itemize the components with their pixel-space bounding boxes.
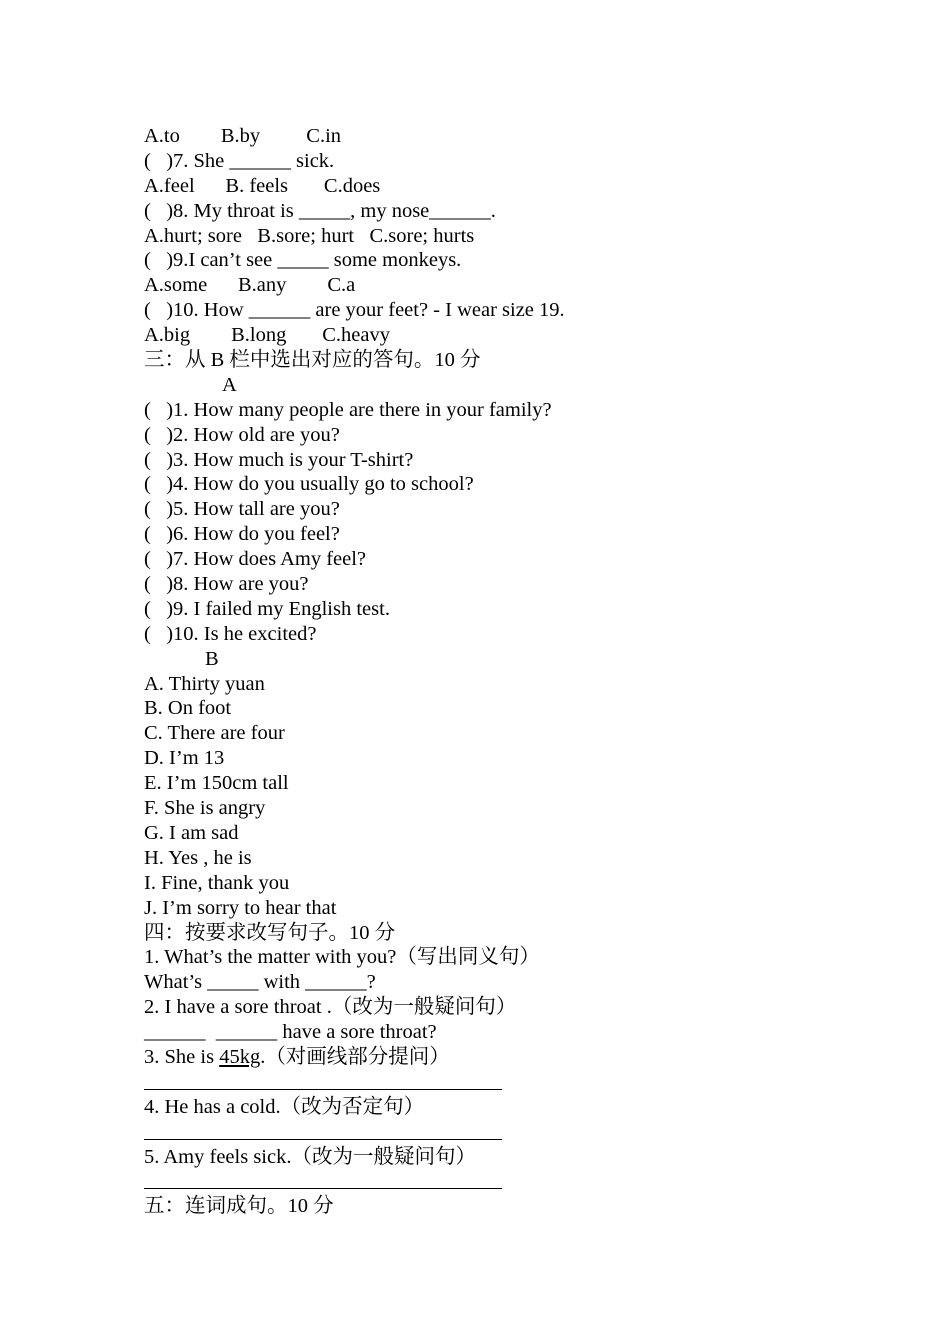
rewrite-question-4: 4. He has a cold.（改为否定句） [144,1095,425,1118]
section-5-title: 五：连词成句。10 分 [144,1195,334,1218]
match-answer-c: C. There are four [144,722,285,745]
match-answer-f: F. She is angry [144,797,266,820]
match-answer-e: E. I’m 150cm tall [144,772,289,795]
options-q6: A.to B.by C.in [144,125,342,147]
options-q10: A.big B.long C.heavy [144,324,390,347]
match-answer-i: I. Fine, thank you [144,871,290,894]
match-question-7: ( )7. How does Amy feel? [144,548,367,571]
match-answer-g: G. I am sad [144,821,239,844]
match-answer-h: H. Yes , he is [144,846,252,869]
column-b-label: B [205,647,219,670]
question-8: ( )8. My throat is _____, my nose______. [144,199,496,222]
match-question-8: ( )8. How are you? [144,573,309,596]
column-a-label: A [222,373,237,396]
options-q9: A.some B.any C.a [144,274,356,297]
match-answer-j: J. I’m sorry to hear that [144,896,337,919]
options-q8: A.hurt; sore B.sore; hurt C.sore; hurts [144,224,475,247]
match-question-2: ( )2. How old are you? [144,423,340,446]
match-question-3: ( )3. How much is your T-shirt? [144,448,414,471]
match-answer-b: B. On foot [144,697,232,720]
rewrite-question-5: 5. Amy feels sick.（改为一般疑问句） [144,1145,476,1168]
rewrite-question-1: 1. What’s the matter with you?（写出同义句） [144,946,540,969]
rewrite-answer-2: ______ ______ have a sore throat? [144,1021,437,1044]
match-question-1: ( )1. How many people are there in your family? [144,398,552,421]
answer-blank-line-5 [144,1169,864,1194]
match-question-5: ( )5. How tall are you? [144,498,340,521]
rewrite-question-3-underlined: 45kg [219,1045,261,1068]
match-answer-d: D. I’m 13 [144,747,225,770]
match-question-6: ( )6. How do you feel? [144,523,340,546]
answer-blank-line-3 [144,1070,864,1095]
question-9: ( )9.I can’t see _____ some monkeys. [144,249,462,272]
options-q7: A.feel B. feels C.does [144,174,381,197]
rewrite-question-2: 2. I have a sore throat .（改为一般疑问句） [144,996,517,1019]
answer-blank-line-4 [144,1120,864,1145]
section-3-title: 三：从 B 栏中选出对应的答句。10 分 [144,349,481,372]
match-question-9: ( )9. I failed my English test. [144,597,390,620]
document-content [144,124,864,1219]
rewrite-question-3-post: .（对画线部分提问） [260,1045,450,1068]
question-10: ( )10. How ______ are your feet? - I wear size 19. [144,299,565,322]
rewrite-question-3 [144,1045,864,1070]
match-question-10: ( )10. Is he excited? [144,622,317,645]
rewrite-question-3-pre: 3. She is [144,1045,220,1068]
match-answer-a: A. Thirty yuan [144,672,265,695]
section-4-title: 四：按要求改写句子。10 分 [144,921,396,944]
match-question-4: ( )4. How do you usually go to school? [144,473,474,496]
rewrite-answer-1: What’s _____ with ______? [144,971,376,994]
question-7: ( )7. She ______ sick. [144,149,335,172]
